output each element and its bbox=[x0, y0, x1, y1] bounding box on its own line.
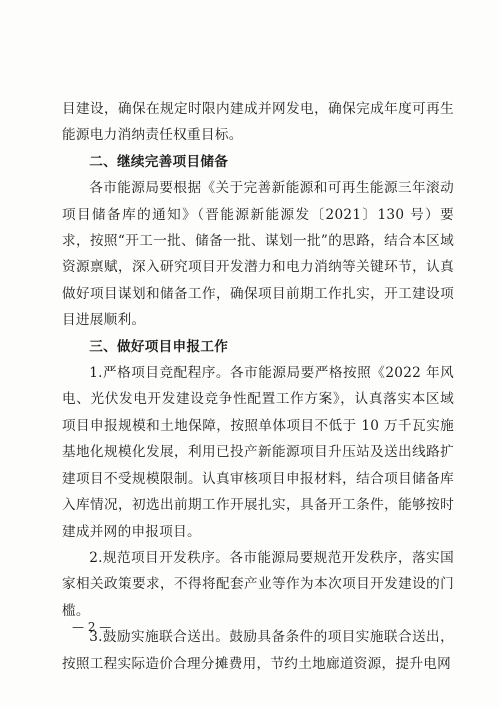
paragraph: 2.规范项目开发秩序。各市能源局要规范开发秩序，落实国家相关政策要求，不得将配套产业等作为本次项目开发建设的门槛。 bbox=[62, 549, 454, 619]
paragraph: 目建设，确保在规定时限内建成并网发电，确保完成年度可再生能源电力消纳责任权重目标。 bbox=[62, 101, 454, 144]
paragraph: 1.严格项目竞配程序。各市能源局要严格按照《2022 年风电、光伏发电开发建设竞争性配置工作方案》，认真落实本区域项目申报规模和土地保障，按照单体项目不低于 10 万千瓦实施基地化规模化发展，利用已投产新能源项目升压站及送出线路扩建项目不受规模限制。认真审核项目申报材料，结合项目储备库入库情况，初选出前期工作开展扎实，具备开工条件，能够按时建成并网的申报项目。 bbox=[62, 365, 454, 540]
paragraph: 3.鼓励实施联合送出。鼓励具备条件的项目实施联合送出，按照工程实际造价合理分摊费用，节约土地廊道资源，提升电网 bbox=[62, 629, 454, 672]
page-number: — 2 — bbox=[72, 620, 112, 634]
paragraph: 各市能源局要根据《关于完善新能源和可再生能源三年滚动项目储备库的通知》（晋能源新能源发〔2021〕130 号）要求，按照“开工一批、储备一批、谋划一批”的思路，结合本区域资源禀赋，深入研究项目开发潜力和电力消纳等关键环节，认真做好项目谋划和储备工作，确保项目前期工作扎实，开工建设项目进展顺利。 bbox=[62, 180, 454, 329]
document-body bbox=[62, 96, 454, 677]
section-heading: 二、继续完善项目储备 bbox=[89, 153, 229, 170]
section-heading: 三、做好项目申报工作 bbox=[89, 338, 229, 355]
